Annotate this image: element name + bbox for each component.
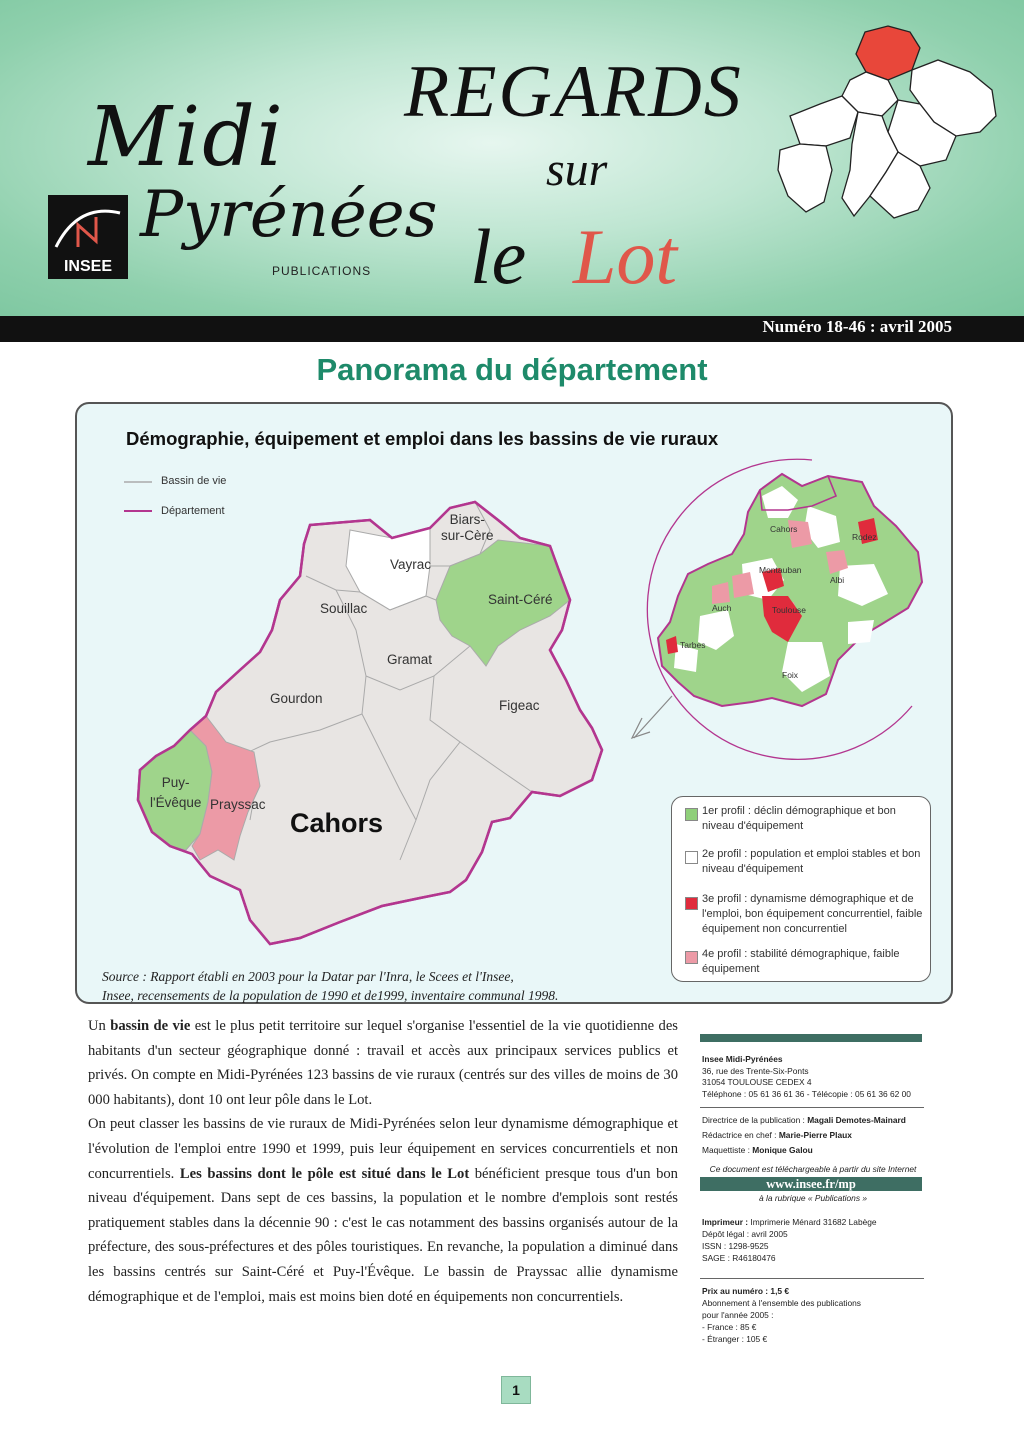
region-gers: [790, 96, 858, 146]
lot-map: [130, 480, 620, 970]
logo-word-pyrenees: Pyrénées: [140, 178, 438, 252]
sidebar-divider-2: [700, 1278, 924, 1279]
section-title: Panorama du département: [316, 352, 708, 387]
sidebar-printer: Imprimeur : Imprimerie Ménard 31682 Labège: [702, 1217, 877, 1227]
key-bassin-label: Bassin de vie: [161, 475, 227, 487]
inset-label-auch: Auch: [712, 603, 732, 613]
sidebar-top-bar: [700, 1034, 922, 1042]
inset-label-montauban: Montauban: [759, 565, 802, 575]
title-regards: REGARDS: [404, 51, 743, 133]
legend-swatch-profil-3: [685, 897, 698, 910]
map-legend: [671, 796, 931, 982]
sidebar-subscription-2: pour l'année 2005 :: [702, 1310, 774, 1320]
label-figeac: Figeac: [499, 698, 540, 713]
legend-swatch-profil-4: [685, 951, 698, 964]
logo-word-midi: Midi: [88, 90, 285, 185]
sidebar-issn: ISSN : 1298-9525: [702, 1241, 769, 1251]
paragraph-1: Un bassin de vie est le plus petit territoire sur lequel s'organise l'essentiel de la vie quotidienne des habitants d'un secteur géographique donné : travail et accès aux principaux services publics et privés. On compte en Midi-Pyrénées 123 bassins de vie ruraux (centrés sur des villes de moins de 30 000 habitants), dont 10 ont leur pôle dans le Lot.: [88, 1018, 678, 1108]
issue-number: Numéro 18-46 : avril 2005: [762, 317, 952, 336]
article-body: [88, 1014, 678, 1309]
publications-label: PUBLICATIONS: [272, 264, 372, 278]
sidebar-subscription-france: - France : 85 €: [702, 1322, 757, 1332]
sidebar-address-1: 36, rue des Trente-Six-Ponts: [702, 1066, 809, 1076]
figure-source: Source : Rapport établi en 2003 pour la Datar par l'Inra, le Scees et l'Insee, Insee, recensements de la population de 1990 et de1999, inventaire communal 1998.: [102, 969, 559, 1003]
inset-label-rodez: Rodez: [852, 532, 877, 542]
legend-profil-1: 1er profil : déclin démographique et bon niveau d'équipement: [702, 805, 896, 832]
legend-profil-4: 4e profil : stabilité démographique, faible équipement: [702, 948, 900, 975]
title-sur: sur: [546, 143, 608, 196]
insee-label: INSEE: [63, 258, 112, 275]
label-gramat: Gramat: [387, 652, 433, 667]
label-puy-leveque: Puy- l'Évêque: [150, 775, 202, 810]
sidebar-price: Prix au numéro : 1,5 €: [702, 1286, 790, 1296]
sidebar-website-link[interactable]: www.insee.fr/mp: [700, 1177, 922, 1191]
sidebar-subscription-1: Abonnement à l'ensemble des publications: [702, 1298, 861, 1308]
label-souillac: Souillac: [320, 601, 368, 616]
paragraph-2: On peut classer les bassins de vie ruraux de Midi-Pyrénées selon leur dynamisme démographique et l'évolution de l'emploi entre 1990 et 1999, puis leur équipement en services concurrentiels et non concurrentiels. Les bassins dont le pôle est situé dans le Lot bénéficient presque tous d'un bon niveau d'équipement. Dans sept de ces bassins, la population et le nombre d'emplois sont restés pratiquement stables dans la décennie 90 : c'est le cas notamment des bassins organisés autour de la préfecture, des sous-préfectures et des pôles touristiques. En revanche, la population a diminué dans les bassins centrés sur Saint-Céré et Puy-l'Évêque. Le bassin de Prayssac allie dynamisme démographique et de l'emploi, mais est moins bien doté en équipements non concurrentiels.: [88, 1116, 678, 1305]
sidebar-designer: Maquettiste : Monique Galou: [702, 1145, 813, 1155]
inset-label-foix: Foix: [782, 670, 799, 680]
legend-profil-3: 3e profil : dynamisme démographique et de l'emploi, bon équipement concurrentiel, faible équipement non concurrentiel: [702, 893, 923, 935]
figure-title: Démographie, équipement et emploi dans les bassins de vie ruraux: [126, 428, 719, 449]
sidebar-rubrique: à la rubrique « Publications »: [758, 1193, 867, 1203]
sidebar-depot: Dépôt légal : avril 2005: [702, 1229, 788, 1239]
inset-label-albi: Albi: [830, 575, 845, 585]
title-lot: Lot: [573, 213, 678, 300]
title-le: le: [470, 213, 527, 300]
sidebar-divider: [700, 1107, 924, 1108]
label-cahors: Cahors: [290, 808, 384, 838]
legend-swatch-profil-2: [685, 851, 698, 864]
region-locator-map: [770, 20, 1010, 230]
label-prayssac: Prayssac: [210, 797, 266, 812]
sidebar-editor: Rédactrice en chef : Marie-Pierre Plaux: [702, 1130, 852, 1140]
insee-arc-icon: [48, 195, 128, 255]
sidebar-director: Directrice de la publication : Magali Demotes-Mainard: [702, 1115, 906, 1125]
sidebar-download-note: Ce document est téléchargeable à partir du site Internet: [709, 1164, 917, 1174]
label-saint-cere: Saint-Céré: [488, 592, 553, 607]
inset-label-toulouse: Toulouse: [772, 605, 807, 615]
legend-profil-2: 2e profil : population et emploi stables et bon niveau d'équipement: [702, 848, 921, 875]
label-vayrac: Vayrac: [390, 557, 432, 572]
sidebar-subscription-etranger: - Étranger : 105 €: [702, 1334, 768, 1344]
page-number: 1: [501, 1376, 531, 1404]
inset-label-tarbes: Tarbes: [680, 640, 706, 650]
sidebar-org: Insee Midi-Pyrénées: [702, 1054, 783, 1064]
inset-label-cahors: Cahors: [770, 524, 798, 534]
sidebar-address-2: 31054 TOULOUSE CEDEX 4: [702, 1077, 812, 1087]
sidebar-phone: Téléphone : 05 61 36 61 36 - Télécopie : 05 61 36 62 00: [702, 1089, 911, 1099]
region-hautes-pyrenees: [778, 144, 832, 212]
label-biars: Biars- sur-Cère: [441, 512, 494, 543]
key-departement-label: Département: [161, 505, 225, 517]
label-gourdon: Gourdon: [270, 691, 323, 706]
legend-swatch-profil-1: [685, 808, 698, 821]
sidebar-sage: SAGE : R46180476: [702, 1253, 776, 1263]
